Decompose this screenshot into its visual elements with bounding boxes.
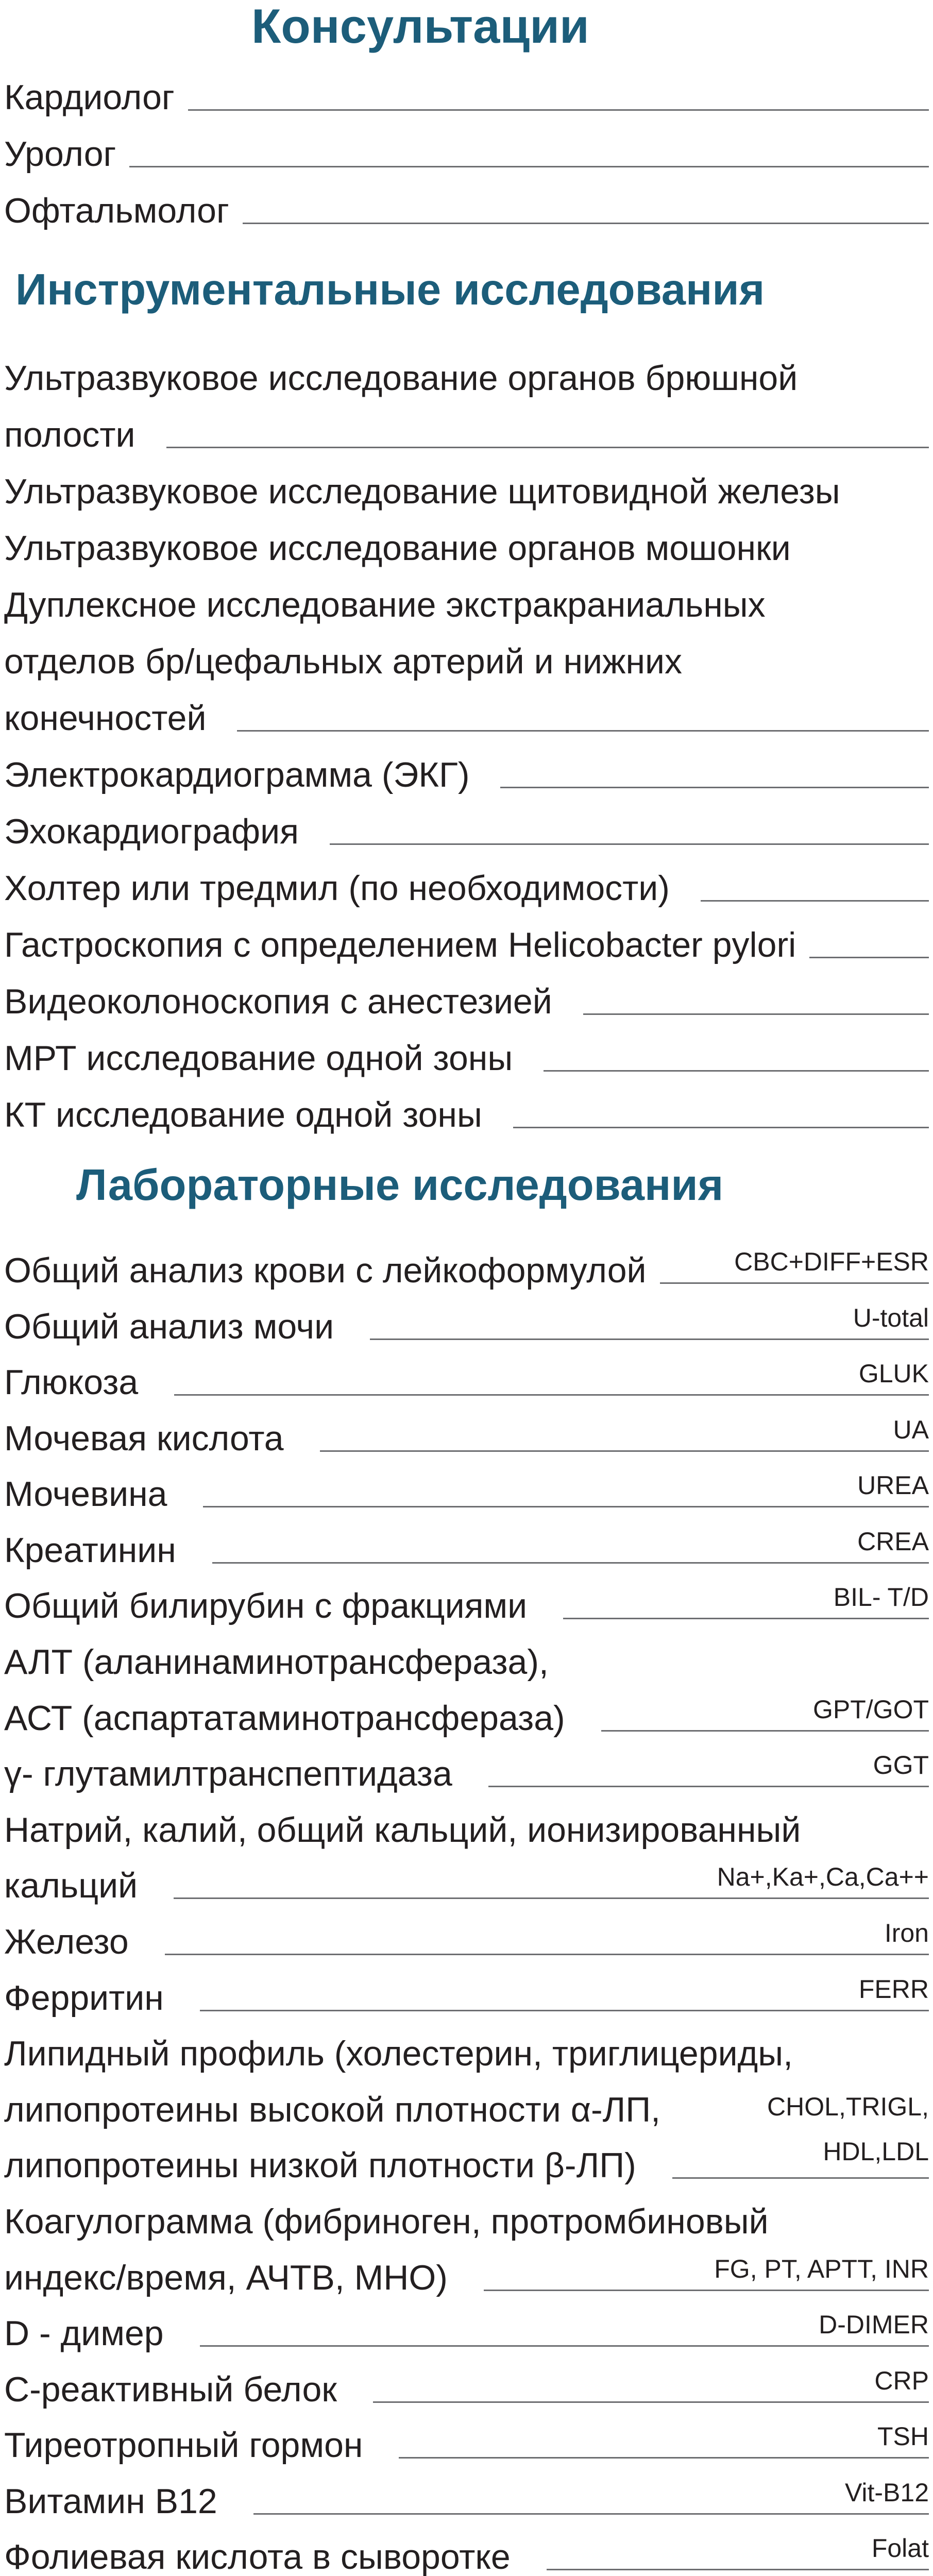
line-text: КТ исследование одной зоны bbox=[4, 1095, 482, 1134]
line-text: МРТ исследование одной зоны bbox=[4, 1039, 513, 1078]
fill-rule bbox=[809, 957, 929, 958]
line-text: Уролог bbox=[4, 134, 116, 174]
fill-rule bbox=[174, 1897, 929, 1899]
line-ultrasound-scrotum bbox=[4, 531, 929, 566]
line-holter bbox=[4, 871, 929, 906]
line-gastroscopy bbox=[4, 927, 929, 962]
line-ast bbox=[4, 1701, 929, 1736]
fill-rule bbox=[188, 109, 929, 111]
line-text: D - димер bbox=[4, 2314, 164, 2353]
fill-rule bbox=[320, 1450, 929, 1452]
line-text: С-реактивный белок bbox=[4, 2370, 337, 2409]
test-code: UREA bbox=[857, 1471, 929, 1500]
line-duplex bbox=[4, 587, 929, 622]
instrumental-heading: Инструментальные исследования bbox=[15, 265, 765, 314]
line-duplex-cont-1 bbox=[4, 644, 929, 679]
line-text: Общий анализ мочи bbox=[4, 1307, 334, 1346]
fill-rule bbox=[166, 447, 929, 448]
line-creatinine bbox=[4, 1533, 929, 1568]
test-code: FG, PT, APTT, INR bbox=[714, 2255, 929, 2283]
line-text: Холтер или тредмил (по необходимости) bbox=[4, 869, 670, 908]
fill-rule bbox=[563, 1618, 929, 1619]
line-urologist bbox=[4, 134, 929, 174]
fill-rule bbox=[243, 223, 929, 224]
line-glucose bbox=[4, 1365, 929, 1400]
line-iron bbox=[4, 1924, 929, 1959]
fill-rule bbox=[513, 1127, 929, 1128]
fill-rule bbox=[399, 2457, 929, 2459]
fill-rule bbox=[237, 730, 929, 732]
line-text: Фолиевая кислота в сыворотке bbox=[4, 2537, 511, 2576]
line-ultrasound-thyroid bbox=[4, 474, 929, 509]
line-bilirubin bbox=[4, 1588, 929, 1623]
line-ggt bbox=[4, 1756, 929, 1791]
line-colonoscopy bbox=[4, 984, 929, 1019]
line-alt bbox=[4, 1642, 929, 1682]
line-text: кальций bbox=[4, 1866, 138, 1905]
test-code: CBC+DIFF+ESR bbox=[734, 1247, 929, 1276]
fill-rule bbox=[660, 1282, 929, 1284]
line-text: Офтальмолог bbox=[4, 191, 229, 230]
laboratory-heading: Лабораторные исследования bbox=[76, 1161, 724, 1210]
line-text: Электрокардиограмма (ЭКГ) bbox=[4, 755, 470, 794]
line-uric-acid bbox=[4, 1421, 929, 1456]
consultations-heading: Консультации bbox=[251, 0, 589, 53]
line-urinalysis bbox=[4, 1309, 929, 1344]
test-code: U-total bbox=[853, 1303, 929, 1332]
fill-rule bbox=[165, 1954, 929, 1955]
fill-rule bbox=[701, 900, 929, 902]
fill-rule bbox=[253, 2513, 929, 2515]
fill-rule bbox=[500, 787, 929, 788]
line-text: Ультразвуковое исследование органов брюшной bbox=[4, 359, 798, 398]
line-text: Мочевина bbox=[4, 1475, 167, 1514]
line-text: индекс/время, АЧТВ, МНО) bbox=[4, 2258, 448, 2297]
line-text: АСТ (аспартатаминотрансфераза) bbox=[4, 1699, 565, 1738]
test-code: Iron bbox=[884, 1919, 929, 1947]
line-duplex-cont-2 bbox=[4, 701, 929, 736]
line-ct bbox=[4, 1097, 929, 1132]
line-text: Мочевая кислота bbox=[4, 1419, 284, 1458]
line-text: липопротеины высокой плотности α-ЛП, bbox=[4, 2090, 661, 2129]
line-text: Натрий, калий, общий кальций, ионизированный bbox=[4, 1810, 801, 1850]
line-text: Витамин В12 bbox=[4, 2482, 217, 2521]
line-text: Липидный профиль (холестерин, триглицериды, bbox=[4, 2034, 793, 2073]
line-text: Креатинин bbox=[4, 1531, 176, 1570]
fill-rule bbox=[373, 2401, 929, 2403]
test-code: D-DIMER bbox=[819, 2310, 929, 2339]
line-text: Ферритин bbox=[4, 1978, 164, 2018]
line-ferritin bbox=[4, 1978, 929, 2018]
fill-rule bbox=[330, 843, 929, 845]
fill-rule bbox=[484, 2290, 929, 2291]
line-urea bbox=[4, 1477, 929, 1512]
fill-rule bbox=[488, 1786, 929, 1787]
line-text: Кардиолог bbox=[4, 78, 175, 117]
line-text: конечностей bbox=[4, 699, 207, 738]
line-tsh bbox=[4, 2428, 929, 2463]
line-text: Ультразвуковое исследование органов мошонки bbox=[4, 529, 791, 568]
test-code: GPT/GOT bbox=[813, 1695, 929, 1724]
test-code: TSH bbox=[877, 2422, 929, 2451]
test-code: HDL,LDL bbox=[823, 2137, 929, 2166]
line-crp bbox=[4, 2372, 929, 2407]
line-text: Общий билирубин с фракциями bbox=[4, 1586, 528, 1625]
line-text: Глюкоза bbox=[4, 1363, 139, 1402]
fill-rule bbox=[200, 2345, 929, 2347]
test-code: CHOL,TRIGL, bbox=[767, 2092, 929, 2121]
test-code: CRP bbox=[874, 2366, 929, 2395]
test-code: GGT bbox=[873, 1751, 929, 1780]
fill-rule bbox=[547, 2569, 929, 2570]
test-code: CREA bbox=[857, 1527, 929, 1556]
test-code: Na+,Ka+,Ca,Ca++ bbox=[717, 1862, 929, 1891]
fill-rule bbox=[370, 1338, 929, 1340]
line-text: липопротеины низкой плотности β-ЛП) bbox=[4, 2146, 636, 2185]
fill-rule bbox=[212, 1562, 929, 1564]
line-text: Ультразвуковое исследование щитовидной железы bbox=[4, 472, 840, 511]
line-text: γ- глутамилтранспептидаза bbox=[4, 1754, 452, 1793]
line-text: отделов бр/цефальных артерий и нижних bbox=[4, 642, 683, 681]
line-mri bbox=[4, 1041, 929, 1076]
line-text: Общий анализ крови с лейкоформулой bbox=[4, 1251, 647, 1290]
test-code: Folat bbox=[871, 2534, 929, 2563]
line-text: полости bbox=[4, 415, 135, 454]
fill-rule bbox=[544, 1070, 929, 1072]
line-text: Гастроскопия с определением Helicobacter pylori bbox=[4, 925, 796, 964]
line-text: Железо bbox=[4, 1922, 129, 1961]
line-text: Эхокардиография bbox=[4, 812, 299, 851]
line-cardiologist bbox=[4, 80, 929, 115]
line-ophthalmologist bbox=[4, 193, 929, 228]
line-ecg bbox=[4, 757, 929, 792]
fill-rule bbox=[203, 1506, 929, 1507]
line-text: Дуплексное исследование экстракраниальных bbox=[4, 585, 766, 624]
line-d-dimer bbox=[4, 2316, 929, 2351]
test-code: BIL- T/D bbox=[833, 1583, 929, 1612]
line-text: Коагулограмма (фибриноген, протромбиновый bbox=[4, 2202, 769, 2241]
line-coagulogram bbox=[4, 2204, 929, 2239]
line-folate bbox=[4, 2539, 929, 2574]
fill-rule bbox=[672, 2177, 929, 2179]
fill-rule bbox=[200, 2010, 929, 2011]
fill-rule bbox=[583, 1013, 929, 1015]
fill-rule bbox=[129, 166, 929, 167]
line-electrolytes bbox=[4, 1812, 929, 1848]
line-vitamin-b12 bbox=[4, 2484, 929, 2519]
fill-rule bbox=[174, 1394, 929, 1396]
test-code: Vit-B12 bbox=[844, 2478, 929, 2507]
line-text: АЛТ (аланинаминотрансфераза), bbox=[4, 1642, 549, 1682]
line-text: Тиреотропный гормон bbox=[4, 2426, 363, 2465]
line-lipid bbox=[4, 2036, 929, 2071]
line-ultrasound-abdominal-cont bbox=[4, 417, 929, 452]
test-code: UA bbox=[893, 1415, 929, 1444]
fill-rule bbox=[601, 1730, 929, 1732]
test-code: GLUK bbox=[858, 1359, 929, 1388]
line-text: Видеоколоноскопия с анестезией bbox=[4, 982, 552, 1021]
line-lipid-cont-2 bbox=[4, 2148, 929, 2183]
test-code: FERR bbox=[858, 1975, 929, 2004]
line-echocardiography bbox=[4, 814, 929, 849]
line-ultrasound-abdominal bbox=[4, 361, 929, 396]
